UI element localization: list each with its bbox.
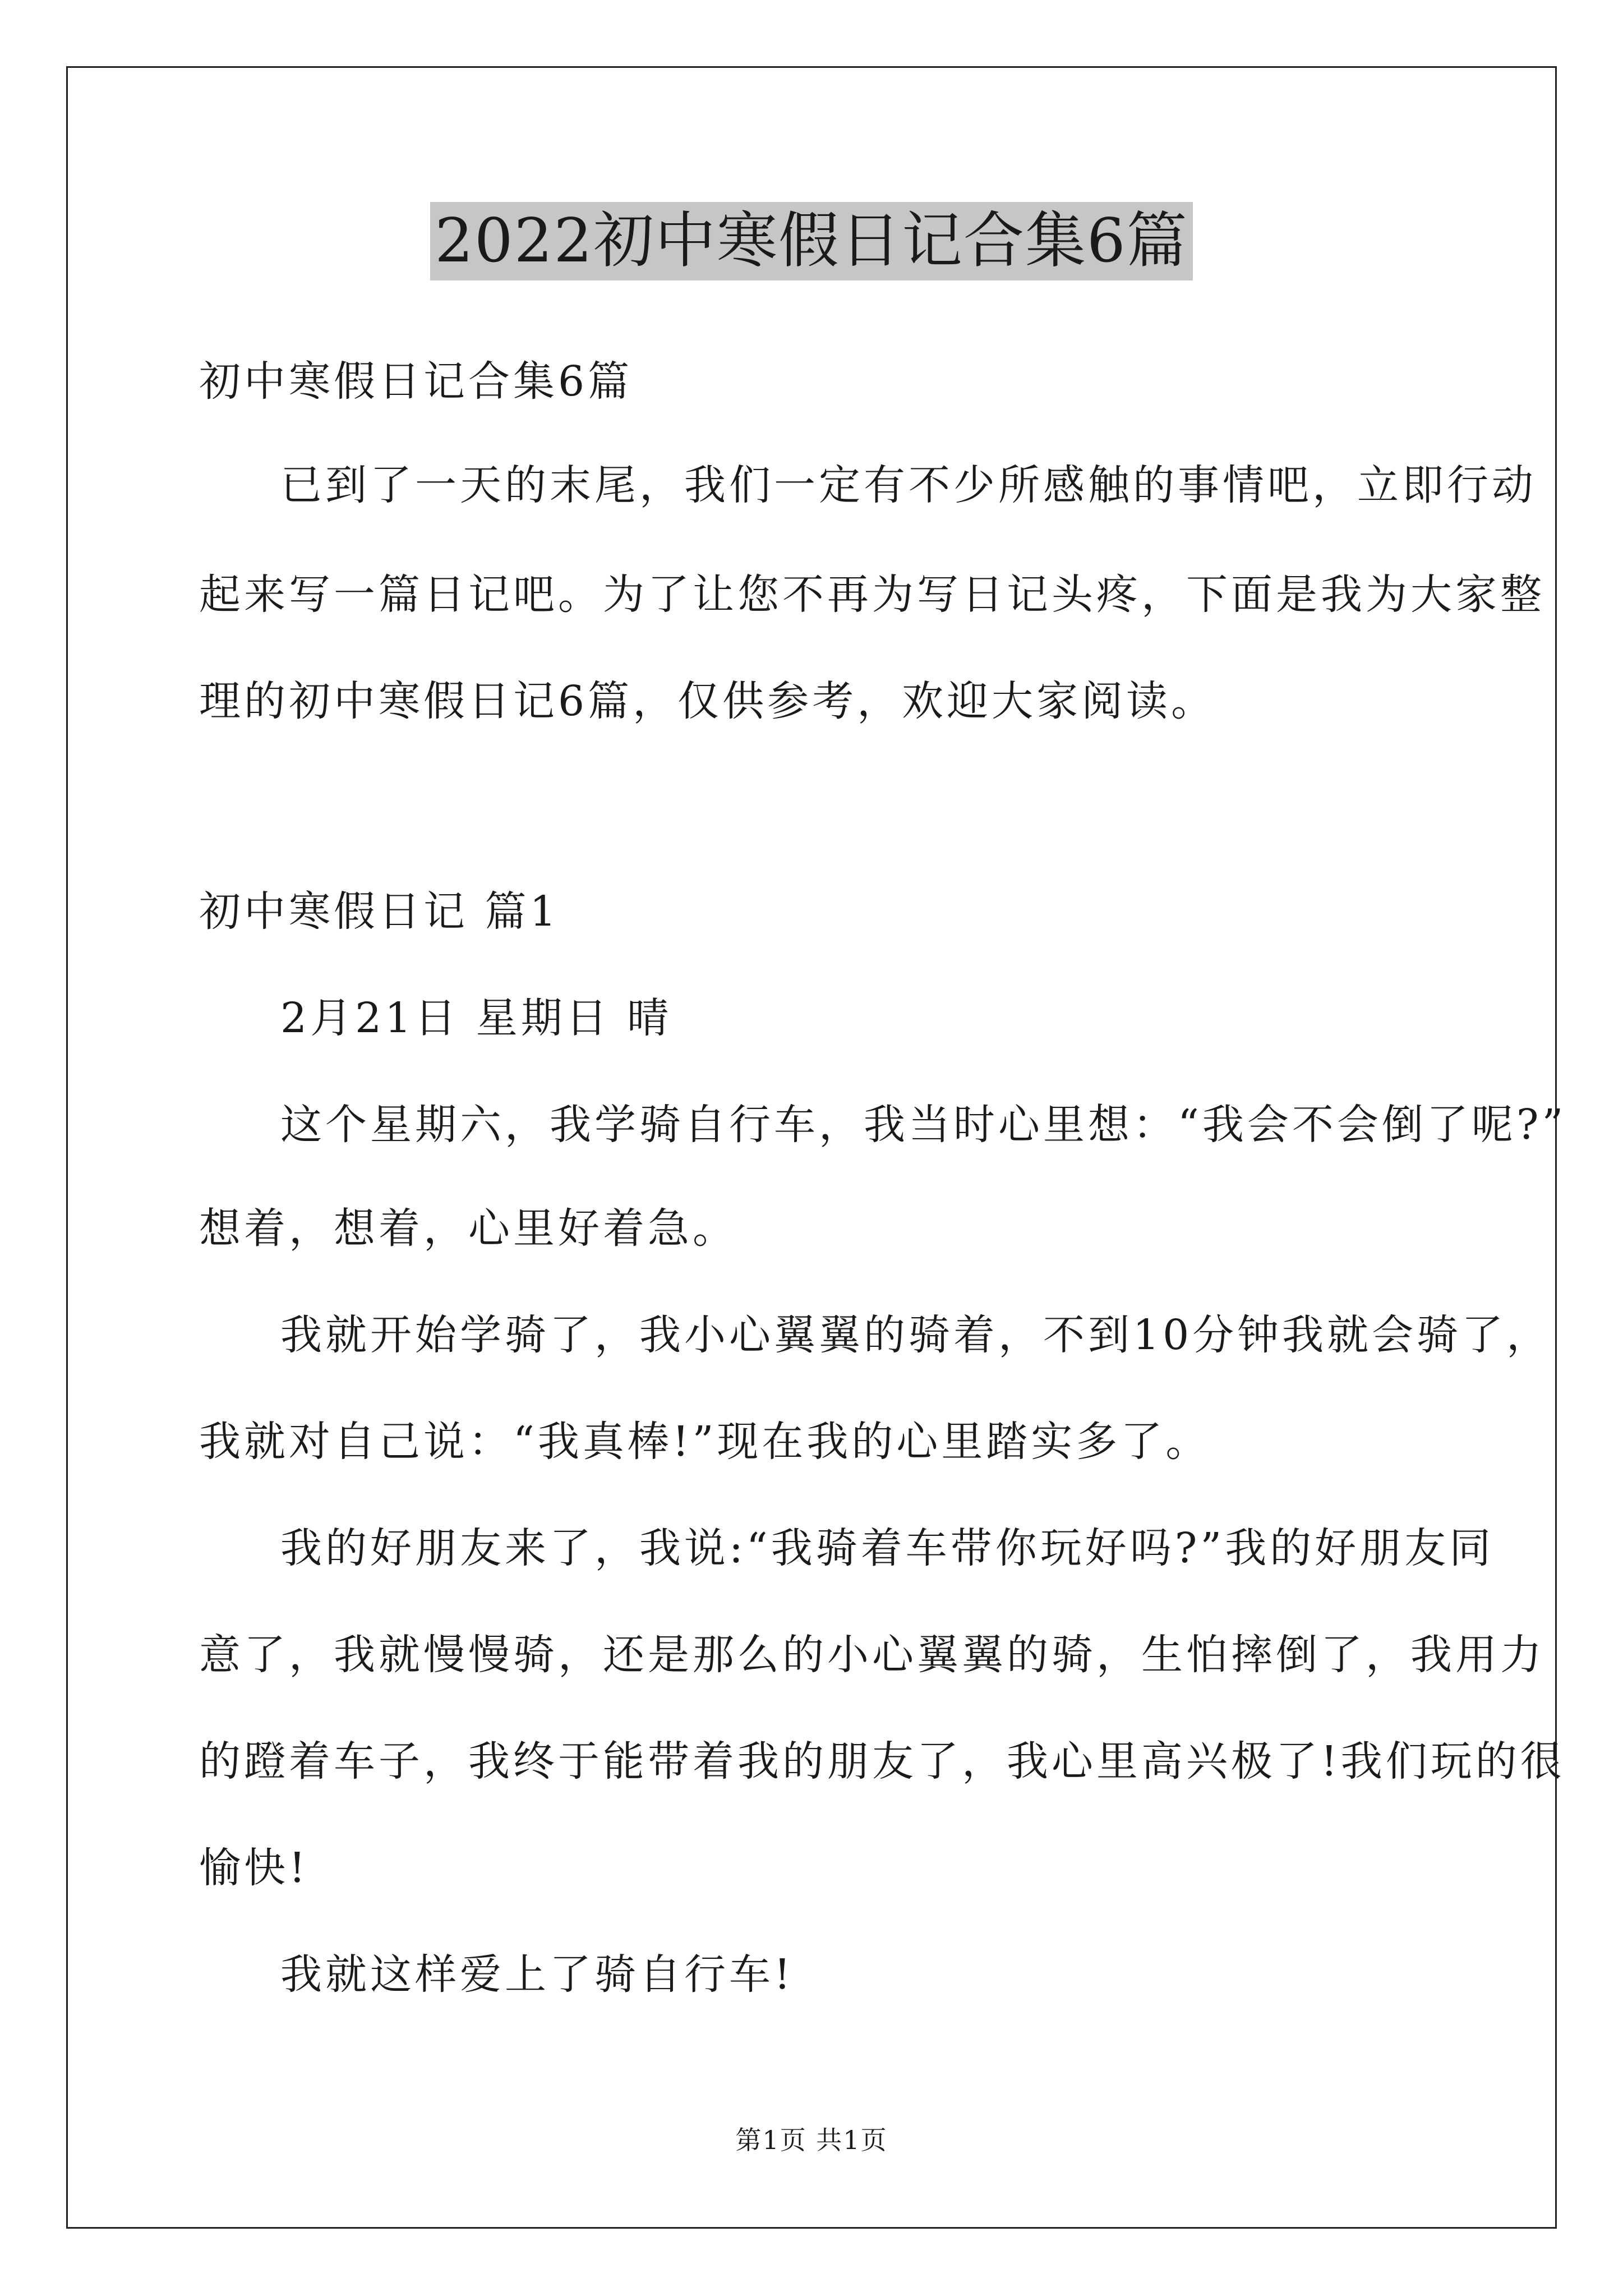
body-line-9: 我就这样爱上了骑自行车! [280, 1950, 794, 1999]
body-line-3: 我就开始学骑了，我小心翼翼的骑着，不到10分钟我就会骑了， [280, 1311, 1552, 1359]
body-line-8: 愉快! [199, 1844, 309, 1892]
intro-line-1: 已到了一天的末尾，我们一定有不少所感触的事情吧，立即行动 [280, 461, 1537, 509]
date-line: 2月21日 星期日 晴 [280, 994, 672, 1042]
page-footer: 第1页 共1页 [735, 2125, 888, 2155]
body-line-6: 意了，我就慢慢骑，还是那么的小心翼翼的骑，生怕摔倒了，我用力 [199, 1631, 1545, 1679]
body-line-1: 这个星期六，我学骑自行车，我当时心里想：“我会不会倒了呢?” [280, 1101, 1567, 1149]
body-line-5: 我的好朋友来了，我说:“我骑着车带你玩好吗?”我的好朋友同 [280, 1524, 1495, 1572]
body-line-2: 想着，想着，心里好着急。 [199, 1204, 737, 1253]
title-wrapper [0, 202, 1623, 280]
subtitle: 初中寒假日记合集6篇 [199, 357, 633, 406]
body-line-7: 的蹬着车子，我终于能带着我的朋友了，我心里高兴极了!我们玩的很 [199, 1737, 1565, 1786]
document-title: 2022初中寒假日记合集6篇 [430, 202, 1193, 280]
intro-line-3: 理的初中寒假日记6篇，仅供参考，欢迎大家阅读。 [199, 677, 1216, 725]
body-line-4: 我就对自己说：“我真棒!”现在我的心里踏实多了。 [199, 1418, 1211, 1466]
section-heading: 初中寒假日记 篇1 [199, 887, 560, 936]
intro-line-2: 起来写一篇日记吧。为了让您不再为写日记头疼，下面是我为大家整 [199, 570, 1545, 619]
